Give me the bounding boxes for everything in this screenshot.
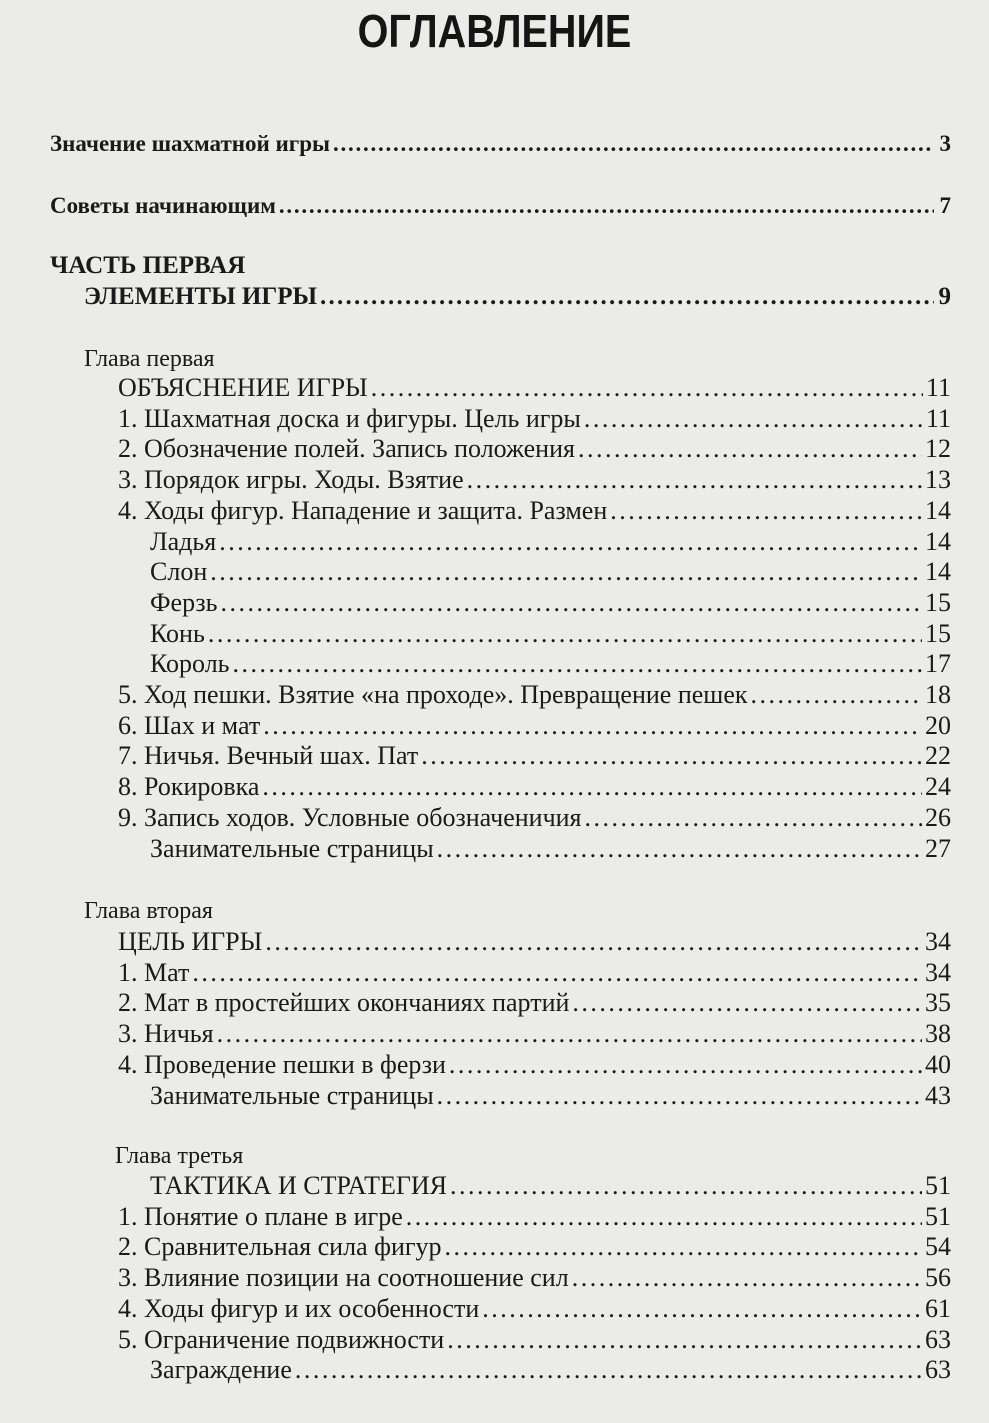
leader-dots <box>572 987 922 1019</box>
toc-entry-label: Конь <box>150 618 205 648</box>
leader-dots <box>265 926 922 958</box>
toc-entry[interactable] <box>118 495 951 527</box>
toc-entry-page: 63 <box>925 1324 951 1354</box>
toc-entry-page: 34 <box>925 927 951 956</box>
toc-entry-page: 3 <box>939 131 951 156</box>
toc-entry-page: 7 <box>939 193 951 218</box>
toc-entry-label: Слон <box>150 557 208 587</box>
leader-dots <box>192 957 922 989</box>
toc-entry-label: 8. Рокировка <box>118 772 260 802</box>
toc-entry[interactable] <box>118 1231 951 1263</box>
leader-dots <box>750 679 922 711</box>
leader-dots <box>262 771 922 803</box>
page-title: ОГЛАВЛЕНИЕ <box>357 5 632 57</box>
toc-entry-page: 11 <box>925 373 951 402</box>
toc-entry-page: 14 <box>925 526 951 556</box>
toc-entry-label: 7. Ничья. Вечный шах. Пат <box>118 741 419 771</box>
toc-entry-page: 20 <box>925 710 951 740</box>
toc-entry[interactable] <box>150 648 951 680</box>
toc-entry-page: 40 <box>925 1049 951 1079</box>
toc-entry[interactable] <box>150 1080 951 1112</box>
toc-entry[interactable] <box>150 556 951 588</box>
toc-entry-page: 43 <box>925 1080 951 1110</box>
leader-dots <box>233 648 922 680</box>
part-heading: ЧАСТЬ ПЕРВАЯ <box>50 252 246 279</box>
leader-dots <box>208 618 922 650</box>
toc-entry-page: 13 <box>925 465 951 495</box>
toc-entry-label: 1. Шахматная доска и фигуры. Цель игры <box>118 403 581 433</box>
toc-entry[interactable] <box>118 464 951 496</box>
toc-entry-page: 9 <box>938 283 951 310</box>
toc-entry[interactable] <box>150 1354 951 1386</box>
toc-entry-label: 3. Ничья <box>118 1019 214 1049</box>
toc-entry-page: 27 <box>925 833 951 863</box>
toc-entry-label: ОБЪЯСНЕНИЕ ИГРЫ <box>118 373 368 402</box>
toc-entry[interactable] <box>118 740 951 772</box>
leader-dots <box>585 802 922 834</box>
toc-entry[interactable] <box>150 833 951 865</box>
chapter-heading: Глава вторая <box>84 898 213 924</box>
toc-entry-page: 18 <box>925 680 951 709</box>
toc-entry[interactable] <box>118 710 951 742</box>
leader-dots <box>406 1201 922 1233</box>
toc-entry-label: 5. Ход пешки. Взятие «на проходе». Превращение пешек <box>118 680 748 709</box>
toc-entry-label: Заграждение <box>150 1355 292 1385</box>
toc-entry-page: 11 <box>925 403 951 433</box>
toc-entry[interactable] <box>50 190 951 222</box>
toc-entry-label: 4. Проведение пешки в ферзи <box>118 1049 446 1079</box>
leader-dots <box>333 128 934 160</box>
toc-entry[interactable] <box>50 128 951 160</box>
toc-entry-label: Король <box>150 649 230 679</box>
toc-entry-page: 15 <box>925 618 951 648</box>
leader-dots <box>279 190 934 222</box>
toc-entry-page: 24 <box>925 772 951 802</box>
toc-entry-page: 12 <box>925 434 951 464</box>
leader-dots <box>217 1018 922 1050</box>
toc-entry-page: 35 <box>925 988 951 1018</box>
leader-dots <box>320 281 934 313</box>
toc-entry[interactable] <box>118 1293 951 1325</box>
leader-dots <box>467 464 922 496</box>
leader-dots <box>450 1170 922 1202</box>
leader-dots <box>482 1293 922 1325</box>
toc-entry-part[interactable] <box>84 281 951 313</box>
toc-entry-label: 3. Влияние позиции на соотношение сил <box>118 1263 569 1293</box>
toc-entry-page: 51 <box>925 1171 951 1200</box>
toc-entry-page: 22 <box>925 741 951 771</box>
toc-entry-page: 34 <box>925 957 951 987</box>
toc-entry-label: Занимательные страницы <box>150 1080 434 1110</box>
toc-entry-label: Значение шахматной игры <box>50 131 330 156</box>
toc-entry-page: 51 <box>925 1201 951 1231</box>
toc-entry-label: 2. Обозначение полей. Запись положения <box>118 434 575 464</box>
toc-entry-page: 14 <box>925 557 951 587</box>
toc-entry-page: 54 <box>925 1232 951 1262</box>
toc-entry-page: 14 <box>925 495 951 525</box>
toc-entry[interactable] <box>118 1201 951 1233</box>
toc-entry-page: 61 <box>925 1293 951 1323</box>
chapter-heading: Глава третья <box>115 1143 244 1169</box>
leader-dots <box>421 740 922 772</box>
toc-entry-label: 2. Сравнительная сила фигур <box>118 1232 442 1262</box>
toc-entry-label: 4. Ходы фигур. Нападение и защита. Размен <box>118 495 608 525</box>
toc-entry[interactable] <box>118 926 951 958</box>
toc-entry-label: ТАКТИКА И СТРАТЕГИЯ <box>150 1171 448 1200</box>
leader-dots <box>437 1080 922 1112</box>
toc-entry-label: ЦЕЛЬ ИГРЫ <box>118 927 263 956</box>
toc-entry-page: 17 <box>925 649 951 679</box>
toc-entry-page: 38 <box>925 1019 951 1049</box>
leader-dots <box>584 403 923 435</box>
toc-entry-label: 5. Ограничение подвижности <box>118 1324 445 1354</box>
toc-entry-label: 3. Порядок игры. Ходы. Взятие <box>118 465 464 495</box>
leader-dots <box>263 710 922 742</box>
toc-entry-label: 1. Понятие о плане в игре <box>118 1201 403 1231</box>
leader-dots <box>221 587 922 619</box>
toc-entry[interactable] <box>118 1018 951 1050</box>
toc-entry-label: ЭЛЕМЕНТЫ ИГРЫ <box>84 283 318 310</box>
toc-entry-label: Ладья <box>150 526 217 556</box>
toc-entry-label: 1. Мат <box>118 957 190 987</box>
toc-entry-label: 4. Ходы фигур и их особенности <box>118 1293 480 1323</box>
toc-entry[interactable] <box>150 618 951 650</box>
toc-entry-label: 9. Запись ходов. Условные обозначеничия <box>118 802 582 832</box>
toc-entry[interactable] <box>118 403 951 435</box>
toc-entry[interactable] <box>118 802 951 834</box>
toc-entry-label: Занимательные страницы <box>150 833 434 863</box>
toc-entry[interactable] <box>150 526 951 558</box>
toc-entry-label: 6. Шах и мат <box>118 710 261 740</box>
toc-entry-page: 63 <box>925 1355 951 1385</box>
toc-entry[interactable] <box>118 372 951 404</box>
leader-dots <box>210 556 922 588</box>
toc-entry-label: 2. Мат в простейших окончаниях партий <box>118 988 570 1018</box>
chapter-heading: Глава первая <box>84 346 215 372</box>
toc-entry[interactable] <box>118 1262 951 1294</box>
toc-entry-page: 26 <box>925 802 951 832</box>
toc-entry-page: 56 <box>925 1263 951 1293</box>
toc-entry[interactable] <box>118 1324 951 1356</box>
leader-dots <box>219 526 922 558</box>
leader-dots <box>295 1354 922 1386</box>
leader-dots <box>610 495 922 527</box>
leader-dots <box>449 1049 922 1081</box>
toc-entry-page: 15 <box>925 587 951 617</box>
toc-entry-label: Советы начинающим <box>50 193 276 218</box>
leader-dots <box>578 433 922 465</box>
toc-entry[interactable] <box>118 433 951 465</box>
leader-dots <box>445 1231 922 1263</box>
leader-dots <box>572 1262 922 1294</box>
leader-dots <box>447 1324 922 1356</box>
toc-entry[interactable] <box>118 1049 951 1081</box>
toc-entry[interactable] <box>150 1170 951 1202</box>
toc-entry[interactable] <box>150 587 951 619</box>
toc-entry[interactable] <box>118 679 951 711</box>
leader-dots <box>371 372 923 404</box>
toc-entry[interactable] <box>118 771 951 803</box>
toc-entry[interactable] <box>118 987 951 1019</box>
leader-dots <box>437 833 922 865</box>
toc-entry-label: Ферзь <box>150 587 218 617</box>
toc-entry[interactable] <box>118 957 951 989</box>
